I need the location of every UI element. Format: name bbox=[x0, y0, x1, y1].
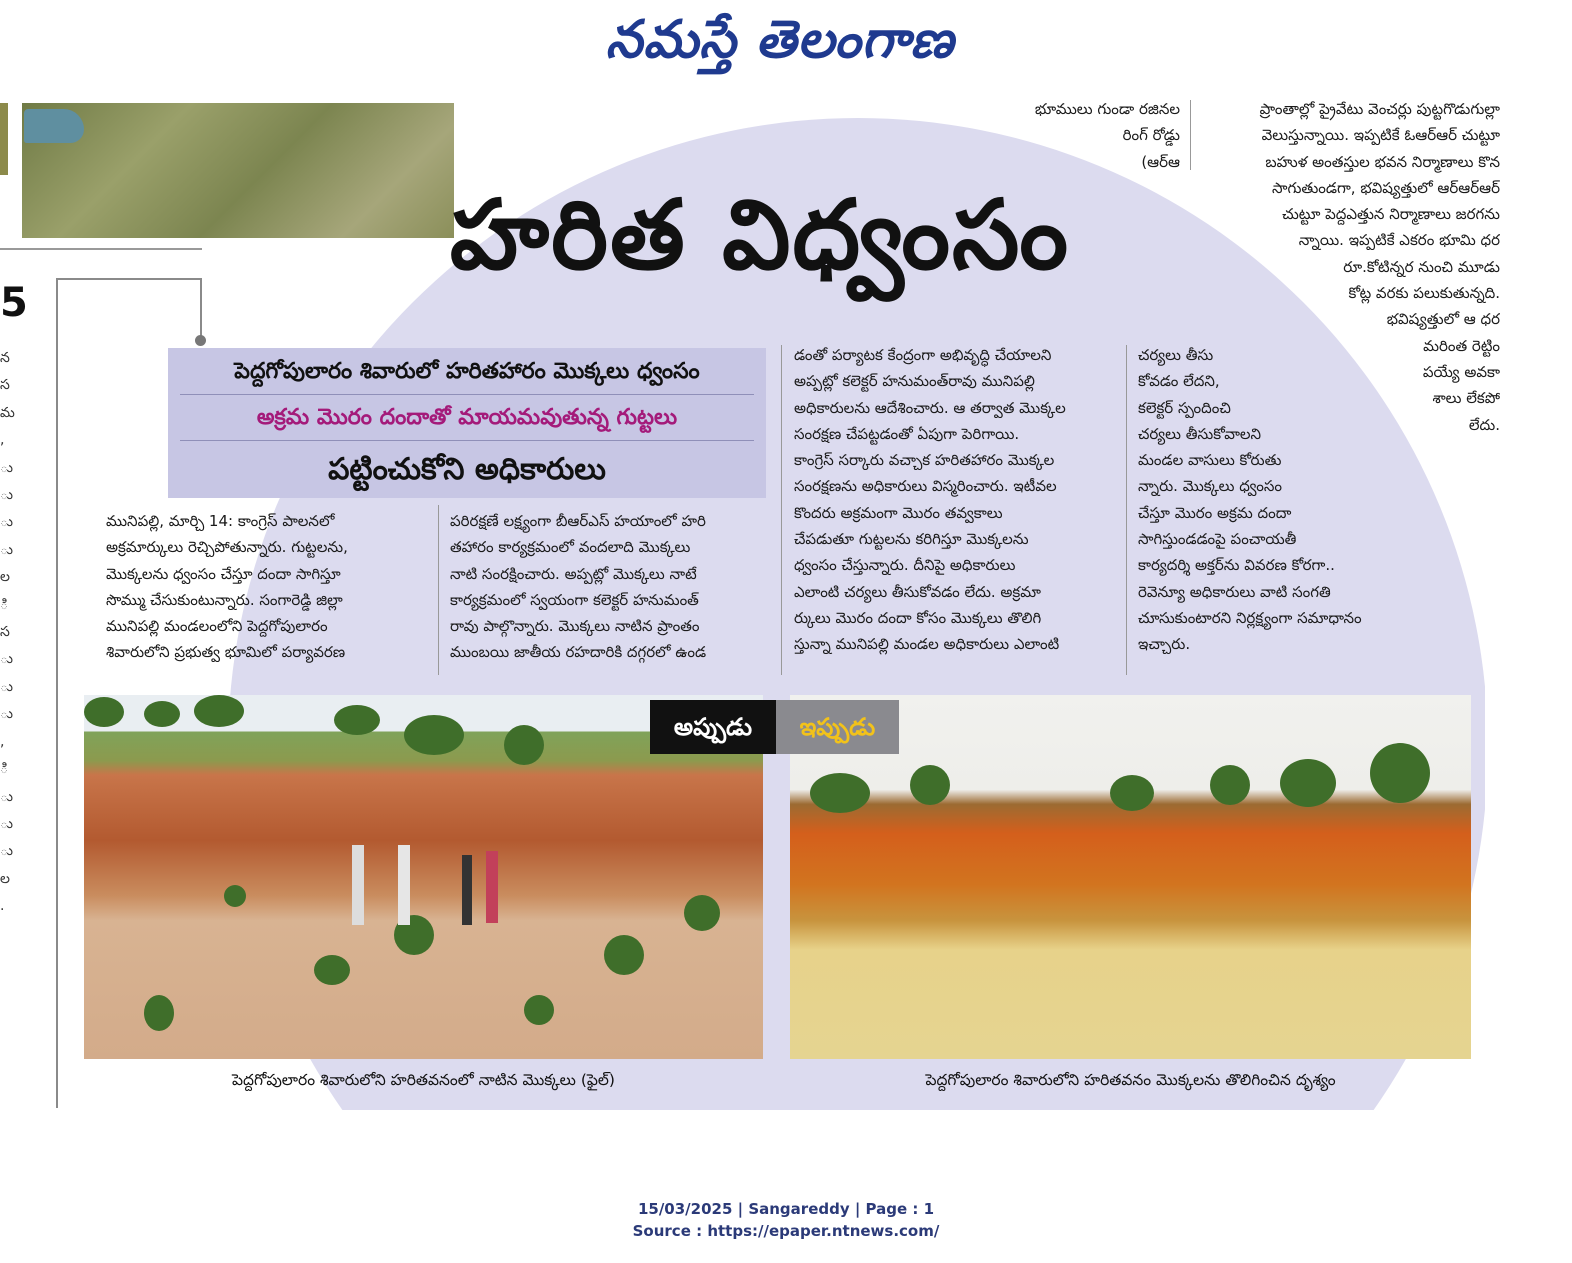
text-line: మొక్కలను ధ్వంసం చేస్తూ దందా సాగిస్తూ bbox=[106, 564, 341, 583]
text-line: సాగిస్తుండడంపై పంచాయతీ bbox=[1138, 530, 1297, 549]
text-line: చేపడుతూ గుట్టలను కరిగిస్తూ మొక్కలను bbox=[794, 530, 1029, 549]
text-line: ు bbox=[0, 706, 13, 723]
text-line: స bbox=[0, 377, 10, 394]
now-label: ఇప్పుడు bbox=[776, 700, 899, 754]
text-line: ముంబయి జాతీయ రహదారికి దగ్గరలో ఉండ bbox=[450, 643, 707, 662]
text-line: ఎలాంటి చర్యలు తీసుకోవడం లేదు. అక్రమా bbox=[794, 582, 1041, 601]
footer-source: Source : https://epaper.ntnews.com/ bbox=[632, 1222, 940, 1240]
masthead-logo: నమస్తే తెలంగాణ bbox=[605, 9, 955, 70]
text-line: పయ్యే అవకా bbox=[1422, 362, 1500, 381]
text-line: చర్యలు తీసు bbox=[1138, 346, 1214, 364]
text-line: ల bbox=[0, 569, 10, 586]
text-line: సొమ్ము చేసుకుంటున్నారు. సంగారెడ్డి జిల్లా bbox=[106, 590, 343, 609]
text-line: చర్యలు తీసుకోవాలని bbox=[1138, 424, 1262, 443]
text-line: ి bbox=[0, 761, 9, 778]
text-line: ు bbox=[0, 541, 13, 558]
text-line: స్తున్నా మునిపల్లి మండల అధికారులు ఎలాంటి bbox=[794, 635, 1060, 654]
text-line: పరిరక్షణే లక్ష్యంగా బీఆర్ఎస్ హయాంలో హరి bbox=[450, 512, 706, 530]
text-line: సంరక్షణ చేపట్టడంతో ఏపుగా పెరిగాయి. bbox=[794, 424, 1020, 443]
body-column-4 bbox=[1138, 342, 1428, 658]
text-line: ల bbox=[0, 870, 10, 887]
text-line: మరింత రెట్టిం bbox=[1423, 336, 1500, 355]
text-line: చుట్టూ పెద్దఎత్తున నిర్మాణాలు జరగను bbox=[1282, 205, 1500, 224]
text-line: వెలుస్తున్నాయి. ఇప్పటికే ఓఆర్ఆర్ చుట్టూ bbox=[1261, 126, 1500, 145]
text-line: న్నారు. మొక్కలు ధ్వంసం bbox=[1138, 477, 1282, 496]
neighbor-article-fragment-column bbox=[0, 345, 18, 921]
then-label: అప్పుడు bbox=[650, 700, 776, 754]
text-line: రూ.కోటిన్నర నుంచి మూడు bbox=[1343, 257, 1500, 276]
text-line: ర్కులు మొరం దందా కోసం మొక్కలు తొలిగి bbox=[794, 608, 1042, 627]
after-photo-caption: పెద్దగోపులారం శివారులోని హరితవనం మొక్కలను తొలిగించిన దృశ్యం bbox=[925, 1071, 1336, 1089]
text-line: ఇచ్చారు. bbox=[1138, 635, 1191, 654]
before-photo-caption: పెద్దగోపులారం శివారులోని హరితవనంలో నాటిన మొక్కలు (ఫైల్) bbox=[232, 1071, 615, 1089]
neighbor-article-fragment-number: 5 bbox=[0, 280, 28, 326]
text-line: డంతో పర్యాటక కేంద్రంగా అభివృద్ధి చేయాలని bbox=[794, 346, 1052, 364]
column-divider bbox=[781, 345, 782, 675]
fragment-column-a bbox=[990, 96, 1180, 175]
text-line: కార్యదర్శి అక్తర్‌ను వివరణ కోరగా.. bbox=[1138, 556, 1335, 575]
text-line: కొందరు అక్రమంగా మొరం తవ్వకాలు bbox=[794, 503, 1003, 522]
pointer-dot bbox=[195, 335, 206, 346]
text-line: రింగ్ రోడ్డు bbox=[1122, 126, 1180, 145]
text-line: కోవడం లేదని, bbox=[1138, 372, 1220, 391]
text-line: ు bbox=[0, 678, 13, 695]
text-line: రావు పాల్గొన్నారు. మొక్కలు నాటిన ప్రాంతం bbox=[450, 617, 700, 636]
text-line: నాటి సంరక్షించారు. అప్పట్లో మొక్కలు నాటే bbox=[450, 564, 697, 583]
text-line: న bbox=[0, 350, 10, 366]
subhead-1: పెద్దగోపులారం శివారులో హరితహారం మొక్కలు ధ్వంసం bbox=[234, 359, 700, 384]
column-divider bbox=[1126, 345, 1127, 675]
text-line: స bbox=[0, 624, 10, 641]
subhead-2: అక్రమ మొరం దందాతో మాయమవుతున్న గుట్టలు bbox=[256, 405, 678, 430]
text-line: ధ్వంసం చేస్తున్నారు. దీనిపై అధికారులు bbox=[794, 556, 1016, 575]
text-line: (ఆర్ఆ bbox=[1141, 152, 1180, 171]
text-line: ప్రాంతాల్లో ప్రైవేటు వెంచర్లు పుట్టగొడుగుల్లా bbox=[1259, 100, 1500, 118]
text-line: ు bbox=[0, 843, 13, 860]
column-divider bbox=[1190, 100, 1191, 170]
text-line: ు bbox=[0, 651, 13, 668]
text-line: మునిపల్లి మండలంలోని పెద్దగోపులారం bbox=[106, 617, 328, 636]
text-line: బహుళ అంతస్తుల భవన నిర్మాణాలు కొన bbox=[1265, 152, 1500, 171]
text-line: శివారులోని ప్రభుత్వ భూమిలో పర్యావరణ bbox=[106, 643, 346, 662]
body-column-2 bbox=[450, 508, 770, 666]
text-line: కోట్ల వరకు పలుకుతున్నది. bbox=[1348, 284, 1500, 303]
text-line: చూసుకుంటారని నిర్లక్ష్యంగా సమాధానం bbox=[1138, 608, 1362, 627]
text-line: కాంగ్రెస్ సర్కారు వచ్చాక హరితహారం మొక్కల bbox=[794, 451, 1055, 470]
headline: హరిత విధ్వంసం bbox=[449, 179, 1071, 291]
text-line: , bbox=[0, 432, 5, 449]
text-line: భవిష్యత్తులో ఆ ధర bbox=[1386, 310, 1500, 329]
text-line: చేస్తూ మొరం అక్రమ దందా bbox=[1138, 503, 1292, 522]
body-column-3 bbox=[794, 342, 1114, 658]
text-line: సంరక్షణను అధికారులు విస్మరించారు. ఇటీవల bbox=[794, 477, 1057, 496]
text-line: అప్పట్లో కలెక్టర్ హనుమంత్‌రావు మునిపల్లి bbox=[794, 372, 1035, 391]
text-line: ు bbox=[0, 815, 13, 832]
text-line: కలెక్టర్ స్పందించి bbox=[1138, 398, 1231, 417]
footer-date-edition: 15/03/2025 | Sangareddy | Page : 1 bbox=[637, 1200, 935, 1218]
text-line: అధికారులను ఆదేశించారు. ఆ తర్వాత మొక్కల bbox=[794, 398, 1066, 417]
text-line: తహారం కార్యక్రమంలో వందలాది మొక్కలు bbox=[450, 538, 691, 557]
subhead-divider bbox=[180, 440, 754, 441]
text-line: కార్యక్రమంలో స్వయంగా కలెక్టర్ హనుమంత్ bbox=[450, 590, 699, 609]
text-line: ు bbox=[0, 487, 13, 504]
text-line: ి bbox=[0, 596, 9, 613]
body-column-1 bbox=[106, 508, 426, 666]
text-line: న్నాయి. ఇప్పటికే ఎకరం భూమి ధర bbox=[1298, 231, 1500, 250]
text-line: మండల వాసులు కోరుతు bbox=[1138, 451, 1282, 470]
neighbor-photo-strip bbox=[0, 103, 8, 175]
text-line: రెవెన్యూ అధికారులు వాటి సంగతి bbox=[1138, 582, 1331, 601]
text-line: భూములు గుండా రజినల bbox=[1034, 100, 1180, 118]
pointer-line bbox=[200, 278, 202, 340]
text-line: మునిపల్లి, మార్చి 14: కాంగ్రెస్ పాలనలో bbox=[106, 512, 335, 530]
text-line: సాగుతుండగా, భవిష్యత్తులో ఆర్ఆర్ఆర్ bbox=[1272, 178, 1500, 197]
pointer-line bbox=[56, 278, 202, 280]
text-line: ు bbox=[0, 788, 13, 805]
text-line: ు bbox=[0, 459, 13, 476]
text-line: మ bbox=[0, 404, 15, 421]
text-line: లేదు. bbox=[1468, 415, 1500, 434]
text-line: అక్రమార్కులు రెచ్చిపోతున్నారు. గుట్టలను, bbox=[106, 538, 348, 557]
subhead-divider bbox=[180, 394, 754, 395]
text-line: శాలు లేకపో bbox=[1432, 389, 1500, 408]
column-divider bbox=[438, 505, 439, 675]
subhead-3: పట్టించుకోని అధికారులు bbox=[328, 452, 606, 487]
text-line: . bbox=[0, 898, 5, 915]
text-line: , bbox=[0, 733, 5, 750]
pointer-line bbox=[56, 278, 58, 1108]
text-line: ు bbox=[0, 514, 13, 531]
